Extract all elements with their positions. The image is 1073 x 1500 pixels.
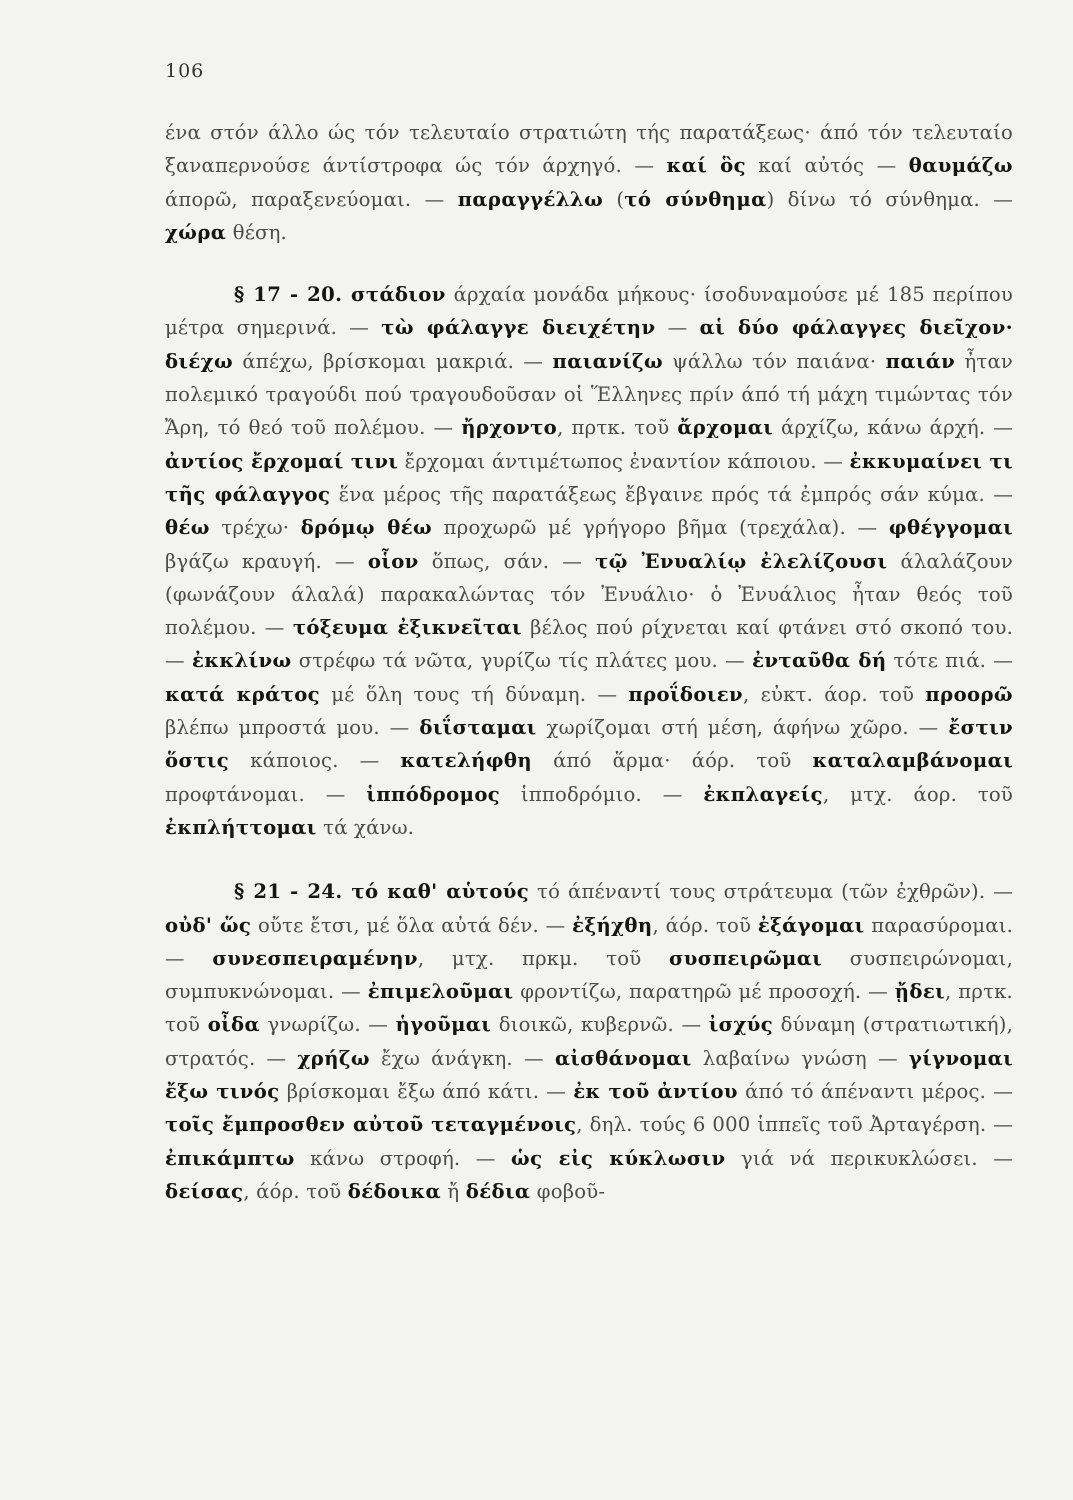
gloss: ένα στόν άλλο ώς τόν τελευταίο στρατιώτη τής παρατάξεως· άπό τόν τελευταίο ξαναπερνούσε άντίστροφα ώς τόν άρχηγό. — <box>165 121 1013 178</box>
term: καταλαμβάνομαι <box>812 749 1013 773</box>
gloss: ἦταν πολεμικό τραγούδι πού τραγουδοῦσαν οἱ Ἕλληνες πρίν άπό τή μάχη τιμώντας τόν Ἄρη, τό θεό τοῦ πολέμου. — <box>165 349 1013 440</box>
gloss: , μτχ. πρκμ. τοῦ <box>417 946 669 970</box>
gloss: λαβαίνω γνώση — <box>691 1046 909 1070</box>
gloss: άρχαία μονάδα μήκους· ίσοδυναμούσε μέ 185 περίπου μέτρα σημερινά. — <box>165 283 1014 340</box>
term: παιανίζω <box>552 349 664 373</box>
term: τοῖς ἔμπροσθεν αὐτοῦ τεταγμένοις <box>165 1113 577 1137</box>
paragraph-section-21-24 <box>165 875 1013 1208</box>
gloss: βρίσκομαι ἔξω άπό κάτι. — <box>279 1080 574 1104</box>
term: καί ὃς <box>666 154 746 178</box>
term: ἐκ τοῦ ἀντίου <box>573 1080 738 1104</box>
gloss: , άόρ. τοῦ <box>652 913 758 937</box>
page-number: 106 <box>165 60 205 82</box>
gloss: , εὐκτ. άορ. τοῦ <box>743 682 926 706</box>
term: ἐπιμελοῦμαι <box>367 980 514 1004</box>
term: στάδιον <box>351 283 446 307</box>
term: ἐξάγομαι <box>757 913 865 937</box>
term: προΐδοιεν <box>628 682 744 706</box>
term: διέχω <box>165 349 234 373</box>
gloss: τό άπέναντί τους στράτευμα (τῶν ἐχθρῶν). — <box>529 880 1014 904</box>
term: ᾔδει <box>894 980 946 1004</box>
gloss: γιά νά περικυκλώσει. — <box>725 1146 1014 1170</box>
gloss: , άόρ. τοῦ <box>243 1179 348 1203</box>
gloss: βέλος πού ρίχνεται καί φτάνει στό σκοπό του. — <box>165 616 1013 673</box>
term: χώρα <box>165 220 227 244</box>
term: θαυμάζω <box>908 154 1013 178</box>
gloss: ( <box>603 187 625 211</box>
term: αἰσθάνομαι <box>554 1046 692 1070</box>
term: οἷον <box>367 549 419 573</box>
term: προορῶ <box>925 682 1013 706</box>
term: κατά κράτος <box>165 682 321 706</box>
gloss: μέ ὅλη τους τή δύναμη. — <box>320 682 629 706</box>
gloss: ψάλλω τόν παιάνα· <box>663 349 886 373</box>
term: θέω <box>165 516 210 540</box>
gloss: βγάζω κραυγή. — <box>165 549 368 573</box>
gloss: άπέχω, βρίσκομαι μακριά. — <box>233 349 553 373</box>
gloss: βλέπω μπροστά μου. — <box>165 716 420 740</box>
term: ἐκκυμαίνει τι τῆς φάλαγγος <box>165 449 1014 506</box>
gloss: στρέφω τά νῶτα, γυρίζω τίς πλάτες μου. — <box>291 649 753 673</box>
gloss: συσπειρώνομαι, συμπυκνώνομαι. — <box>165 946 1013 1004</box>
gloss: δύναμη (στρατιωτική), στρατός. — <box>165 1013 1014 1070</box>
gloss: , μτχ. άορ. τοῦ <box>822 782 1013 806</box>
term: ἔστιν ὅστις <box>165 716 1013 773</box>
term: συνεσπειραμένην <box>212 946 418 970</box>
term: κατελήφθη <box>400 749 533 773</box>
gloss: προχωρῶ μέ γρήγορο βῆμα (τρεχάλα). — <box>432 516 889 540</box>
term: ἱππόδρομος <box>366 782 501 806</box>
term: δέδοικα <box>347 1179 441 1203</box>
term: παραγγέλλω <box>457 187 604 211</box>
gloss: άλαλάζουν (φωνάζουν άλαλά) παρακαλώντας τόν Ἐνυάλιο· ὁ Ἐνυάλιος ἦταν θεός τοῦ πολέμου. — <box>165 549 1014 640</box>
term: τόξευμα ἐξικνεῖται <box>292 616 522 640</box>
term: συσπειρῶμαι <box>668 946 823 970</box>
term: φθέγγομαι <box>888 516 1013 540</box>
gloss: διοικῶ, κυβερνῶ. — <box>491 1013 709 1037</box>
gloss: τότε πιά. — <box>886 649 1014 673</box>
term: δρόμῳ θέω <box>300 516 433 540</box>
term: τῷ Ἐνυαλίῳ ἐλελίζουσι <box>595 549 888 573</box>
term: ἄρχομαι <box>677 416 774 440</box>
term: § 17 - 20. <box>234 283 352 307</box>
gloss: φοβοῦ- <box>530 1179 606 1203</box>
gloss: φροντίζω, παρατηρῶ μέ προσοχή. — <box>513 980 895 1004</box>
term: τό καθ' αὑτούς <box>351 880 530 904</box>
term: ἤρχοντο <box>461 416 558 440</box>
term: ἐνταῦθα δή <box>752 649 887 673</box>
gloss: τά χάνω. <box>316 815 415 839</box>
gloss: , πρτκ. τοῦ <box>165 980 1013 1037</box>
term: τὼ φάλαγγε διειχέτην <box>381 316 656 340</box>
gloss: άπό τό άπέναντι μέρος. — <box>737 1080 1014 1104</box>
gloss: άπορῶ, παραξενεύομαι. — <box>165 187 458 211</box>
paragraph-continuation <box>165 116 1013 249</box>
gloss: , πρτκ. τοῦ <box>557 416 678 440</box>
term: οὐδ' ὥς <box>165 913 252 937</box>
gloss: ἕνα μέρος τῆς παρατάξεως ἔβγαινε πρός τά ἐμπρός σάν κύμα. — <box>330 482 1013 506</box>
term: τό σύνθημα <box>624 187 767 211</box>
gloss: παρασύρομαι. — <box>165 913 1014 970</box>
gloss: , δηλ. τούς 6 000 ἱππεῖς τοῦ Ἀρταγέρση. — <box>576 1113 1013 1137</box>
term: ἐκπλήττομαι <box>165 815 317 839</box>
term: ἐπικάμπτω <box>165 1146 295 1170</box>
term: δέδια <box>465 1179 531 1203</box>
gloss: χωρίζομαι στή μέση, άφήνω χῶρο. — <box>536 716 949 740</box>
gloss: προφτάνομαι. — <box>165 782 367 806</box>
term: αἱ δύο φάλαγγες διεῖχον· <box>699 316 1013 340</box>
gloss: άρχίζω, κάνω άρχή. — <box>773 416 1013 440</box>
term: οἶδα <box>207 1013 260 1037</box>
gloss: άπό ἅρμα· άόρ. τοῦ <box>532 749 813 773</box>
term: § 21 - 24. <box>234 880 352 904</box>
term: παιάν <box>885 349 956 373</box>
gloss: θέση. <box>226 220 287 244</box>
gloss: οὔτε ἔτσι, μέ ὅλα αὐτά δέν. — <box>251 913 573 937</box>
gloss: — <box>655 316 700 340</box>
term: διΐσταμαι <box>419 716 537 740</box>
gloss: κάποιος. — <box>229 749 401 773</box>
gloss: ἔρχομαι άντιμέτωπος ἐναντίον κάποιου. — <box>398 449 850 473</box>
term: ἐκκλίνω <box>191 649 292 673</box>
term: ἰσχύς <box>708 1013 774 1037</box>
term: δείσας <box>165 1179 244 1203</box>
gloss: ) δίνω τό σύνθημα. — <box>766 187 1013 211</box>
gloss: ἔχω άνάγκη. — <box>369 1046 555 1070</box>
gloss: τρέχω· <box>209 516 301 540</box>
term: γίγνομαι ἔξω τινός <box>165 1046 1014 1104</box>
gloss: καί αὐτός — <box>745 154 909 178</box>
term: χρήζω <box>297 1046 370 1070</box>
gloss: ἱπποδρόμιο. — <box>500 782 704 806</box>
term: ἐξήχθη <box>572 913 653 937</box>
gloss: γνωρίζω. — <box>260 1013 396 1037</box>
gloss: ὅπως, σάν. — <box>418 549 596 573</box>
term: ἡγοῦμαι <box>395 1013 492 1037</box>
gloss: κάνω στροφή. — <box>294 1146 512 1170</box>
gloss: ἤ <box>440 1179 466 1203</box>
term: ἐκπλαγείς <box>703 782 823 806</box>
paragraph-section-17-20 <box>165 278 1013 844</box>
term: ὡς εἰς κύκλωσιν <box>511 1146 726 1170</box>
term: ἀντίος ἔρχομαί τινι <box>165 449 399 473</box>
